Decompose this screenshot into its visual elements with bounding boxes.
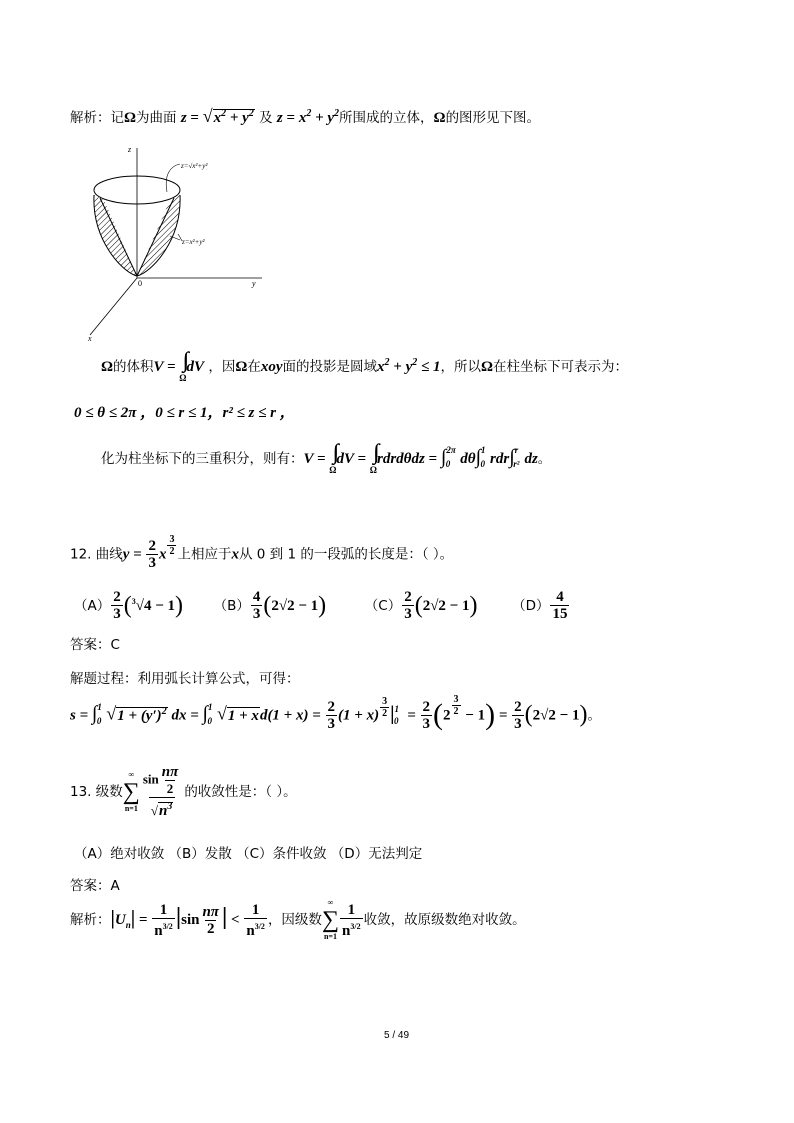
text: 化为柱坐标下的三重积分，则有：: [101, 451, 304, 467]
solid-figure: [82, 140, 272, 345]
text: ，所以: [440, 359, 481, 375]
q13-answer: 答案：A: [70, 878, 120, 894]
option-label: （C）: [364, 597, 402, 614]
option-b[interactable]: （B） $\frac{4}{3}$ (2√2 − 1): [213, 589, 327, 622]
page-number: 5 / 49: [384, 1030, 410, 1041]
x-axis: [90, 278, 137, 335]
hatch-right: [137, 195, 180, 276]
cone-label: z=√x²+y²: [181, 162, 208, 170]
analysis-intro: 解析：记Ω为曲面 $z = √x^2 + y^2$ 及 $z = x^2 + y^2$所围成的立体，Ω的图形见下图。: [70, 106, 541, 126]
text: 的图形见下图。: [445, 110, 541, 126]
text: 。: [537, 451, 552, 467]
y-label: y: [252, 279, 256, 288]
text: 在: [247, 359, 261, 375]
omega-symbol: Ω: [101, 359, 114, 375]
origin-label: 0: [138, 279, 142, 288]
q12-solution-intro: 解题过程：利用弧长计算公式，可得：: [70, 671, 300, 687]
triple-integral-line: 化为柱坐标下的三重积分，则有：V = ∫∫∫ Ω dV = ∫∫∫ Ω rdrdθdz = ∫$^{2\pi}_0$ dθ∫$^1_0$ rdr∫$^r_{r^2}$ dz。: [101, 439, 552, 475]
cylindrical-range: 0 ≤ θ ≤ 2π ，0 ≤ r ≤ 1，r² ≤ z ≤ r ，: [74, 405, 295, 421]
q13-stem: 13. 级数 ∞ ∑ n=1 sin $\frac{n\pi}{2}$ $√n^3$ 的收敛性是：（ ）。: [70, 764, 297, 819]
q12-solution-formula: s = ∫$^1_0$ $√1 + (y')^2$ dx = ∫$^1_0$ √1 + xd(1 + x) = $\frac{2}{3}$ (1 + x) $\frac{3}{2}$ $|^1_0$ = $\frac{2}{3}$ (2 $\frac{3}{2}$ − 1) = $\frac{2}{3}$ (2√2 − 1)。: [70, 693, 601, 732]
q13-solution: 解析：$|U_n|$ = $\frac{1}{n^{3/2}}$ |sin $\frac{n\pi}{2}$ | < $\frac{1}{n^{3/2}}$ ，因级数 ∞ ∑ n=1 $\frac{1}{n^{3/2}}$ 收敛，故原级数绝对收敛。: [70, 898, 526, 941]
paraboloid-label: z=x²+y²: [182, 238, 205, 246]
text: 的体积: [113, 359, 154, 375]
option-label: （B）: [213, 597, 250, 614]
option-c[interactable]: （C） $\frac{2}{3}$ (2√2 − 1): [364, 589, 478, 622]
text: ，因级数: [267, 912, 322, 928]
q12-options: [74, 589, 570, 622]
text: 收敛，故原级数绝对收敛。: [363, 912, 526, 928]
leader-top: [166, 164, 180, 192]
text: 上相应于: [177, 546, 232, 563]
text: 13. 级数: [70, 784, 123, 800]
text: 在柱坐标下可表示为：: [492, 359, 628, 375]
text: 及: [259, 110, 273, 126]
option-label: （A）: [74, 597, 111, 614]
text: 解析：记: [70, 110, 124, 126]
text: 为曲面: [136, 110, 177, 126]
omega-symbol: Ω: [124, 110, 137, 126]
text: 12. 曲线: [70, 546, 123, 563]
hatch-left: [94, 195, 137, 276]
z-label: z: [128, 145, 132, 154]
text: x: [231, 546, 239, 563]
text: 解析：: [70, 912, 111, 928]
q12-stem: 12. 曲线y = $\frac{2}{3}$ x $\frac{3}{2}$ 上相应于x从 0 到 1 的一段弧的长度是：（ ）。: [70, 534, 454, 571]
x-label: x: [88, 334, 92, 343]
option-d[interactable]: （D） $\frac{4}{15}$: [512, 589, 568, 622]
text: 的收敛性是：（ ）。: [184, 784, 297, 800]
q12-answer: 答案：C: [70, 637, 120, 653]
omega-symbol: Ω: [480, 359, 493, 375]
omega-symbol: Ω: [235, 359, 248, 375]
omega-symbol: Ω: [433, 110, 446, 126]
xoy-plane: xoy: [260, 359, 283, 375]
text: ，因: [208, 359, 236, 375]
option-a[interactable]: （A） $\frac{2}{3}$ ($^3$√4 − 1): [74, 589, 184, 622]
text: 从 0 到 1 的一段弧的长度是：（ ）。: [238, 546, 454, 563]
volume-line: Ω的体积V = ∫∫∫ Ω dV ，因Ω在xoy面的投影是圆域$x^2 + y^2 \le 1$，所以Ω在柱坐标下可表示为：: [101, 347, 628, 383]
q13-options: （A）绝对收敛 （B）发散 （C）条件收敛 （D）无法判定: [74, 846, 423, 862]
text: 面的投影是圆域: [282, 359, 378, 375]
text: 所围成的立体，: [339, 110, 434, 126]
option-label: （D）: [512, 597, 550, 614]
